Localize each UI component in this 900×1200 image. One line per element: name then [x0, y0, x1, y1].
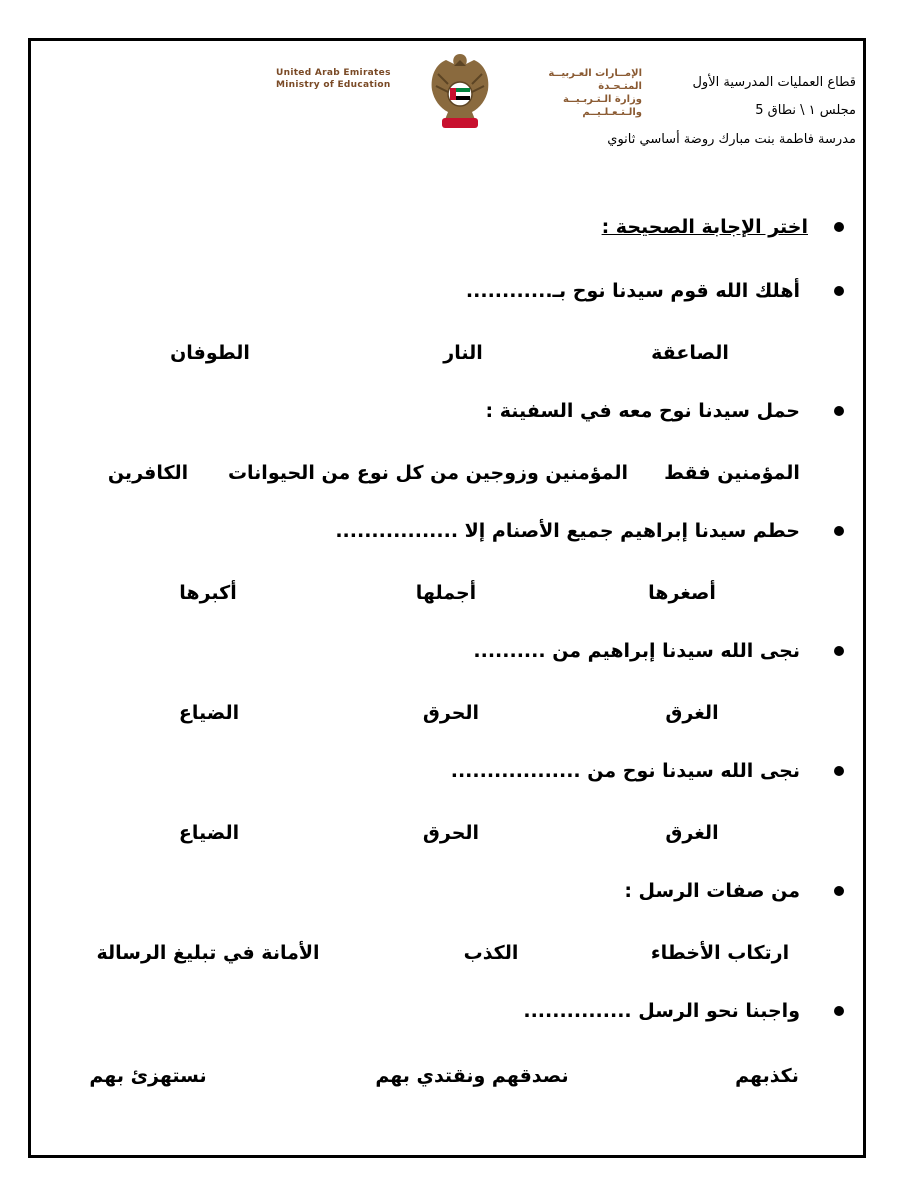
- bullet-icon: [834, 646, 844, 656]
- logo-en-line1: United Arab Emirates: [276, 68, 391, 78]
- logo-ar-line1: الإمــارات العـربيــة المتـحـدة: [548, 68, 642, 92]
- question-5: نجى الله سيدنا نوح من ..................: [450, 760, 800, 782]
- ministry-logo-english: [276, 67, 391, 91]
- bullet-icon: [834, 1006, 844, 1016]
- uae-falcon-emblem-icon: [424, 50, 496, 132]
- bullet-icon: [834, 222, 844, 232]
- q7-option-3[interactable]: نستهزئ بهم: [89, 1065, 207, 1087]
- q5-option-1[interactable]: الغرق: [665, 822, 719, 844]
- question-4: نجى الله سيدنا إبراهيم من ..........: [473, 640, 800, 662]
- bullet-icon: [834, 406, 844, 416]
- question-3: حطم سيدنا إبراهيم جميع الأصنام إلا .................: [335, 520, 800, 542]
- question-1: أهلك الله قوم سيدنا نوح بـ............: [465, 280, 800, 302]
- question-6: من صفات الرسل :: [624, 880, 800, 902]
- bullet-icon: [834, 286, 844, 296]
- q1-option-1[interactable]: الصاعقة: [651, 342, 729, 364]
- q3-option-3[interactable]: أكبرها: [179, 582, 237, 604]
- q1-option-2[interactable]: النار: [443, 342, 483, 364]
- bullet-icon: [834, 526, 844, 536]
- q2-option-3[interactable]: الكافرين: [107, 462, 189, 484]
- question-2: حمل سيدنا نوح معه في السفينة :: [485, 400, 800, 422]
- q3-option-1[interactable]: أصغرها: [648, 582, 716, 604]
- q2-option-1[interactable]: المؤمنين فقط: [664, 462, 800, 484]
- q2-option-2[interactable]: المؤمنين وزوجين من كل نوع من الحيوانات: [227, 462, 629, 484]
- q4-option-1[interactable]: الغرق: [665, 702, 719, 724]
- q5-option-2[interactable]: الحرق: [422, 822, 480, 844]
- logo-en-line2: Ministry of Education: [276, 80, 391, 90]
- q6-option-2[interactable]: الكذب: [463, 942, 519, 964]
- q5-option-3[interactable]: الضياع: [178, 822, 240, 844]
- instruction-title: اختر الإجابة الصحيحة :: [601, 216, 808, 238]
- bullet-icon: [834, 766, 844, 776]
- question-7: واجبنا نحو الرسل ...............: [523, 1000, 800, 1022]
- ministry-logo-arabic: [512, 67, 642, 119]
- q4-option-3[interactable]: الضياع: [178, 702, 240, 724]
- header-council: مجلس ١ \ نطاق 5: [755, 103, 856, 118]
- logo-ar-line2: وزارة الـتـربـيــة والـتـعـلـيــم: [562, 94, 642, 118]
- q3-option-2[interactable]: أجملها: [415, 582, 477, 604]
- header-sector: قطاع العمليات المدرسية الأول: [692, 75, 856, 90]
- q6-option-3[interactable]: الأمانة في تبليغ الرسالة: [96, 942, 320, 964]
- header-school: مدرسة فاطمة بنت مبارك روضة أساسي ثانوي: [607, 132, 856, 147]
- q7-option-1[interactable]: نكذبهم: [735, 1065, 799, 1087]
- q6-option-1[interactable]: ارتكاب الأخطاء: [650, 942, 790, 964]
- q4-option-2[interactable]: الحرق: [422, 702, 480, 724]
- q7-option-2[interactable]: نصدقهم ونقتدي بهم: [375, 1065, 569, 1087]
- bullet-icon: [834, 886, 844, 896]
- q1-option-3[interactable]: الطوفان: [170, 342, 250, 364]
